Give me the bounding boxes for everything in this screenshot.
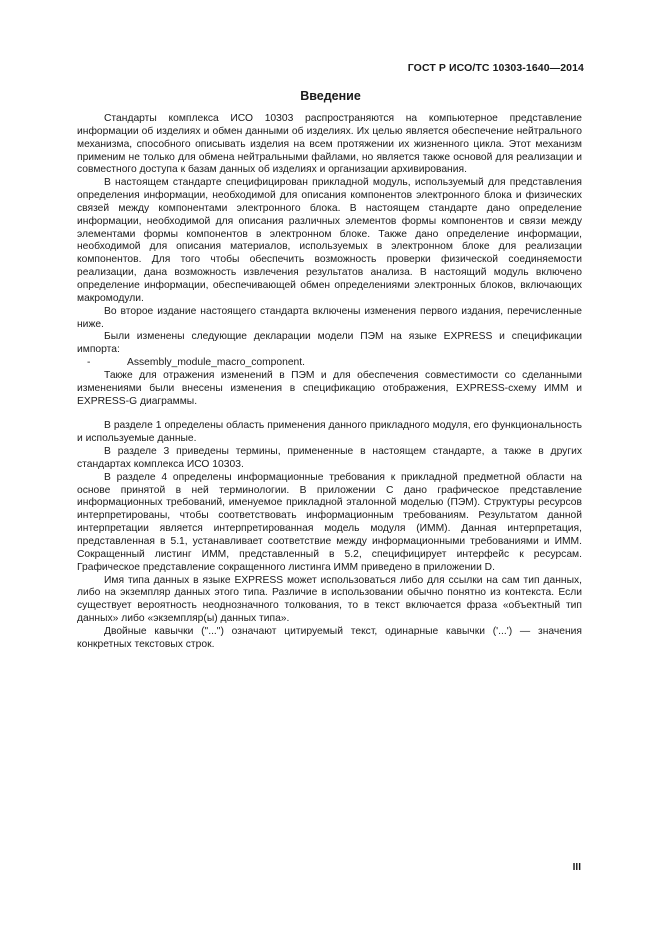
list-item: - Assembly_module_macro_component.: [87, 357, 305, 369]
paragraph: В настоящем стандарте специфицирован прикладной модуль, используемый для представления определения информации, необходимой для описания компонентов электронного блока и физических связей между компонентами электронного блока. В настоящем стандарте дано определение информации, необходимой для описания различных элементов формы компонентов и связи между элементами формы компонентов в электронном блоке. Также дано определение информации, необходимой для описания материалов, используемых в электронном блоке для реализации компонентов. Для того чтобы обеспечить возможность проверки физической соединяемости реализации, дана возможность извлечения результатов анализа. В настоящий модуль включено определение информации, обеспечивающей обмен определениями электронных блоков, включающих макромодули.: [77, 177, 582, 304]
paragraph: Были изменены следующие декларации модели ПЭМ на языке EXPRESS и спецификации импорта:: [77, 331, 582, 356]
paragraph: В разделе 4 определены информационные требования к прикладной предметной области на основе принятой в ней терминологии. В приложении С дано графическое представление информационных требований, именуемое прикладной эталонной моделью (ПЭМ). Структуры ресурсов интерпретированы, чтобы соответствовать информационным требованиям. Результатом данной интерпретации является интерпретированная модель модуля (ИММ). Данная интерпретация, представленная в 5.1, устанавливает соответствие между информационными требованиями и ИММ. Сокращенный листинг ИММ, представленный в 5.2, специфицирует интерфейс к ресурсам. Графическое представление сокращенного листинга ИММ приведено в приложении D.: [77, 471, 582, 573]
page-title: Введение: [300, 89, 361, 103]
paragraph: Имя типа данных в языке EXPRESS может использоваться либо для ссылки на сам тип данных, либо на экземпляр данных этого типа. Различие в использовании обычно понятно из контекста. Если существует вероятность неоднозначного толкования, то в текст включается фраза «объектный тип данных» либо «экземпляр(ы) данных типа».: [77, 574, 582, 625]
section-gap: [77, 408, 582, 420]
paragraph: В разделе 3 приведены термины, примененные в настоящем стандарте, а также в других стандартах комплекса ИСО 10303.: [77, 446, 582, 470]
paragraph: В разделе 1 определены область применения данного прикладного модуля, его функциональность и используемые данные.: [77, 420, 582, 445]
page-number: III: [572, 862, 581, 873]
paragraph: Двойные кавычки ("...") означают цитируемый текст, одинарные кавычки ('...') — значения конкретных текстовых строк.: [77, 625, 582, 650]
document-header: ГОСТ Р ИСО/ТС 10303-1640—2014: [407, 62, 584, 74]
list-item-text: Assembly_module_macro_component.: [127, 357, 305, 369]
paragraph: Во второе издание настоящего стандарта включены изменения первого издания, перечисленные ниже.: [77, 305, 582, 330]
document-body: [77, 113, 582, 652]
paragraph: Стандарты комплекса ИСО 10303 распространяются на компьютерное представление информации об изделиях и обмен данными об изделиях. Их целью является обеспечение нейтрального механизма, способного описывать изделия на всем протяжении их жизненного цикла. Этот механизм применим не только для обмена нейтральными файлами, но является также основой для реализации и совместного доступа к базам данных об изделиях и организации архивирования.: [77, 113, 582, 176]
paragraph: Также для отражения изменений в ПЭМ и для обеспечения совместимости со сделанными изменениями были внесены изменения в спецификацию отображения, EXPRESS-схему ИММ и EXPRESS-G диаграммы.: [77, 369, 582, 407]
